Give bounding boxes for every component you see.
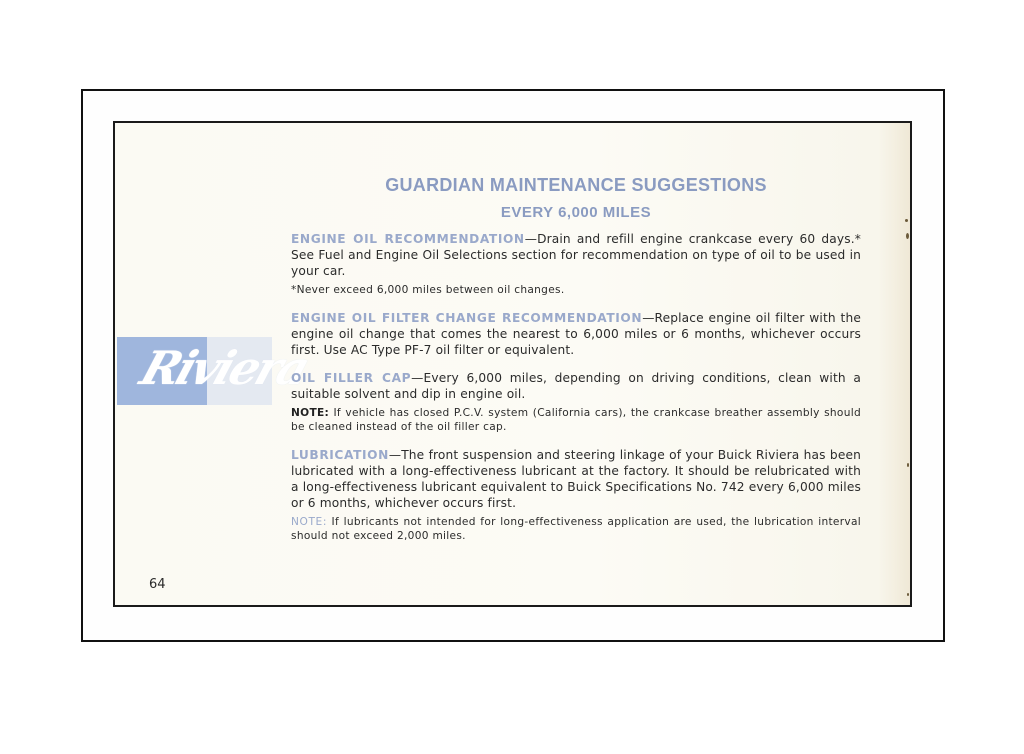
section-body: —Every 6,000 miles, depending on driving conditions, clean with a suitable solvent and dip in engine oil.	[291, 370, 861, 401]
page-title: GUARDIAN MAINTENANCE SUGGESTIONS	[385, 175, 767, 195]
section-paragraph	[291, 231, 861, 279]
section-paragraph	[291, 310, 861, 358]
section-oil-filler-cap	[291, 370, 861, 435]
note-label: NOTE:	[291, 406, 330, 419]
section-paragraph	[291, 447, 861, 511]
section-body: —The front suspension and steering linkage of your Buick Riviera has been lubricated with a long-effectiveness lubricant at the factory. It should be relubricated with a long-effectiveness lubricant equivalent to Buick Specifications No. 742 every 6,000 miles or 6 months, whichever occurs first.	[291, 447, 861, 510]
note-text: If lubricants not intended for long-effectiveness application are used, the lubrication interval should not exceed 2,000 miles.	[291, 515, 861, 542]
paper-speck	[906, 233, 909, 239]
riviera-logo	[117, 337, 314, 405]
paper-speck	[907, 593, 909, 596]
section-heading: ENGINE OIL RECOMMENDATION	[291, 232, 525, 246]
section-heading: LUBRICATION	[291, 447, 389, 462]
page-subtitle: EVERY 6,000 MILES	[500, 204, 652, 221]
section-note	[291, 406, 861, 435]
section-oil-filter	[291, 310, 861, 358]
section-body: —Drain and refill engine crankcase every 60 days.* See Fuel and Engine Oil Selections section for recommendation on type of oil to be used in your car.	[291, 232, 861, 278]
section-engine-oil	[291, 231, 861, 298]
section-note	[291, 515, 861, 544]
note-label: NOTE:	[291, 515, 327, 528]
paper-speck	[907, 463, 909, 467]
paper-speck	[905, 219, 908, 222]
section-body: —Replace engine oil filter with the engine oil change that comes the nearest to 6,000 miles or 6 months, whichever occurs first. Use AC Type PF-7 oil filter or equivalent.	[291, 310, 861, 357]
manual-page	[113, 121, 912, 607]
section-lubrication	[291, 447, 861, 544]
section-heading: OIL FILLER CAP	[291, 370, 412, 385]
section-footnote: *Never exceed 6,000 miles between oil changes.	[291, 284, 565, 296]
section-paragraph	[291, 370, 861, 402]
logo-script-text: Riviera	[134, 341, 314, 395]
content-column	[291, 175, 861, 556]
page-number: 64	[149, 577, 166, 592]
section-heading: ENGINE OIL FILTER CHANGE RECOMMENDATION	[291, 310, 643, 325]
note-text: If vehicle has closed P.C.V. system (California cars), the crankcase breather assembly should be cleaned instead of the oil filler cap.	[291, 406, 861, 433]
